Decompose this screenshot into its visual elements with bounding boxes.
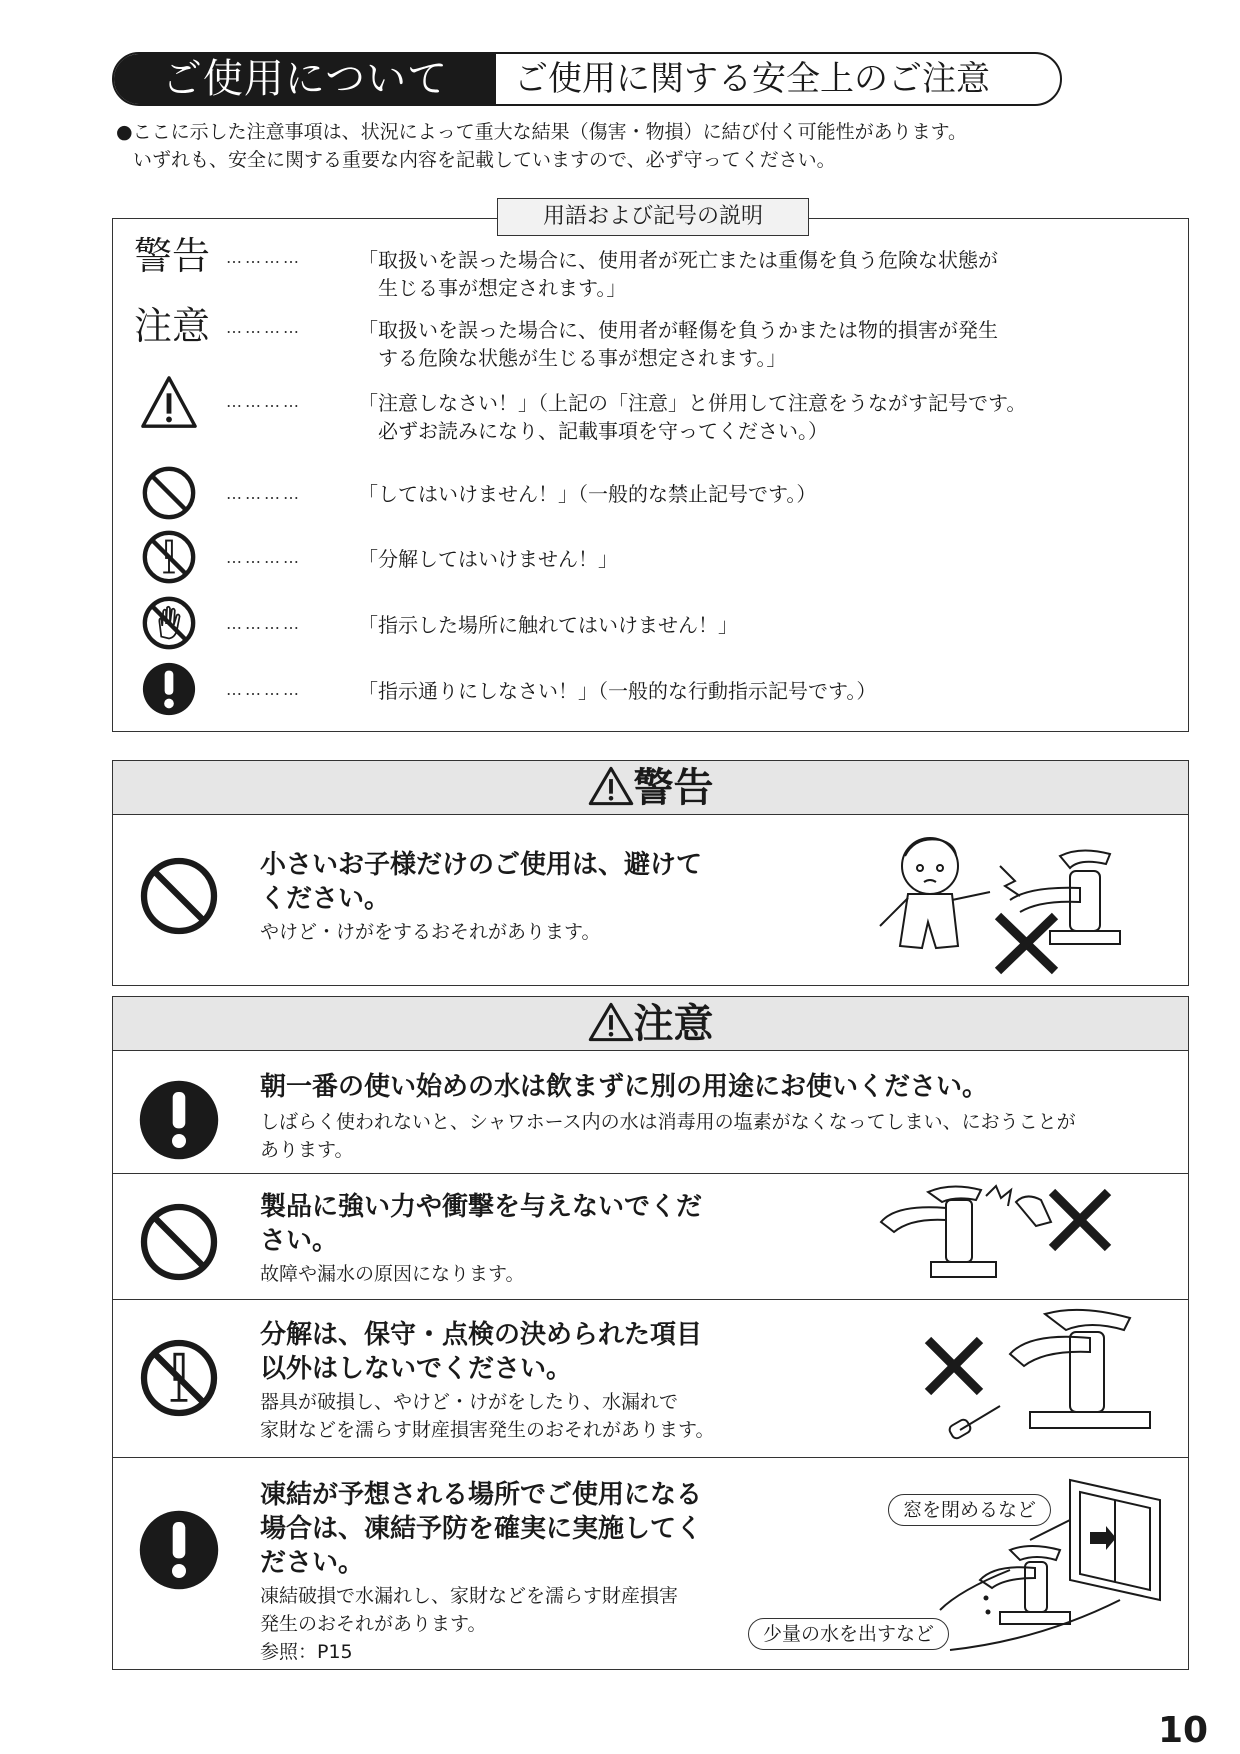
no-disassembly-icon	[140, 528, 198, 586]
legend-warning-word: 警告	[134, 234, 211, 278]
caution-body: 発生のおそれがあります。	[260, 1613, 487, 1635]
caution-body: 家財などを濡らす財産損害発生のおそれがあります。	[260, 1419, 715, 1441]
caution-heading: 製品に強い力や衝撃を与えないでくだ	[260, 1192, 703, 1222]
mandatory-action-icon	[140, 660, 198, 718]
page-number: 10	[1158, 1710, 1209, 1751]
caution-body: 器具が破損し、やけど・けがをしたり、水漏れで	[260, 1391, 679, 1413]
caution-title-text: 注意	[633, 1001, 714, 1047]
leader-dots: …………	[226, 318, 302, 337]
caution-triangle-icon	[588, 1002, 634, 1042]
section-title: ご使用について	[114, 54, 496, 104]
caution-triangle-icon	[140, 374, 198, 432]
section-header	[112, 52, 1062, 106]
caution-body: あります。	[260, 1139, 354, 1161]
hitting-faucet-illustration	[876, 1182, 1116, 1292]
caution-heading: さい。	[260, 1226, 339, 1256]
caution-triangle-icon	[588, 766, 634, 806]
prohibition-icon	[137, 854, 221, 938]
section-subtitle: ご使用に関する安全上のご注意	[514, 59, 990, 99]
caution-heading: 以外はしないでください。	[260, 1354, 573, 1384]
prohibition-icon	[140, 464, 198, 522]
no-disassembly-icon	[137, 1336, 221, 1420]
mandatory-action-icon	[137, 1508, 221, 1592]
child-touching-faucet-illustration	[870, 826, 1130, 976]
intro-line-1: ●ここに示した注意事項は、状況によって重大な結果（傷害・物損）に結び付く可能性があります。	[116, 121, 968, 143]
caution-heading: 分解は、保守・点検の決められた項目	[260, 1320, 703, 1350]
disassembly-faucet-illustration	[920, 1304, 1180, 1444]
caution-heading: 朝一番の使い始めの水は飲まずに別の用途にお使いください。	[260, 1072, 989, 1102]
warning-heading: ください。	[260, 884, 391, 914]
caution-heading: 凍結が予想される場所でご使用になる	[260, 1480, 703, 1510]
caution-heading: ださい。	[260, 1548, 365, 1578]
mandatory-action-icon	[137, 1078, 221, 1162]
legend-caution-word: 注意	[134, 304, 211, 348]
leader-dots: …………	[226, 248, 302, 267]
legend-text: 「指示した場所に触れてはいけません！」	[358, 613, 738, 637]
leader-dots: …………	[226, 392, 302, 411]
callout-close-window: 窓を閉めるなど	[888, 1494, 1051, 1526]
leader-dots: …………	[226, 614, 302, 633]
no-touch-icon	[140, 594, 198, 652]
caution-reference: 参照：P15	[260, 1641, 353, 1663]
legend-title: 用語および記号の説明	[497, 198, 809, 236]
legend-text: 「してはいけません！」（一般的な禁止記号です。）	[358, 482, 817, 506]
warning-heading: 小さいお子様だけのご使用は、避けて	[260, 850, 703, 880]
warning-body: やけど・けがをするおそれがあります。	[260, 921, 601, 943]
warning-header	[113, 761, 1188, 815]
legend-text: 「取扱いを誤った場合に、使用者が死亡または重傷を負う危険な状態が	[358, 248, 998, 272]
row-divider	[113, 1457, 1188, 1458]
warning-title-text: 警告	[633, 765, 714, 811]
leader-dots: …………	[226, 680, 302, 699]
legend-text: 必ずお読みになり、記載事項を守ってください。）	[378, 419, 828, 443]
caution-header	[113, 997, 1188, 1051]
row-divider	[113, 1173, 1188, 1174]
legend-text: 「分解してはいけません！」	[358, 547, 618, 571]
intro-line-2: いずれも、安全に関する重要な内容を記載していますので、必ず守ってください。	[133, 149, 836, 171]
leader-dots: …………	[226, 484, 302, 503]
row-divider	[113, 1299, 1188, 1300]
callout-run-water: 少量の水を出すなど	[748, 1618, 949, 1650]
legend-text: 生じる事が想定されます。」	[378, 276, 627, 300]
caution-header-title	[113, 997, 1188, 1051]
legend-text: する危険な状態が生じる事が想定されます。」	[378, 346, 787, 370]
legend-text: 「取扱いを誤った場合に、使用者が軽傷を負うかまたは物的損害が発生	[358, 318, 998, 342]
legend-text: 「注意しなさい！」（上記の「注意」と併用して注意をうながす記号です。	[358, 391, 1027, 415]
legend-box	[112, 218, 1189, 732]
caution-body: 凍結破損で水漏れし、家財などを濡らす財産損害	[260, 1585, 679, 1607]
legend-text: 「指示通りにしなさい！」（一般的な行動指示記号です。）	[358, 679, 877, 703]
warning-header-title	[113, 761, 1188, 815]
leader-dots: …………	[226, 548, 302, 567]
prohibition-icon	[137, 1200, 221, 1284]
caution-heading: 場合は、凍結予防を確実に実施してく	[260, 1514, 703, 1544]
caution-body: しばらく使われないと、シャワホース内の水は消毒用の塩素がなくなってしまい、におうことが	[260, 1111, 1076, 1133]
caution-body: 故障や漏水の原因になります。	[260, 1263, 525, 1285]
